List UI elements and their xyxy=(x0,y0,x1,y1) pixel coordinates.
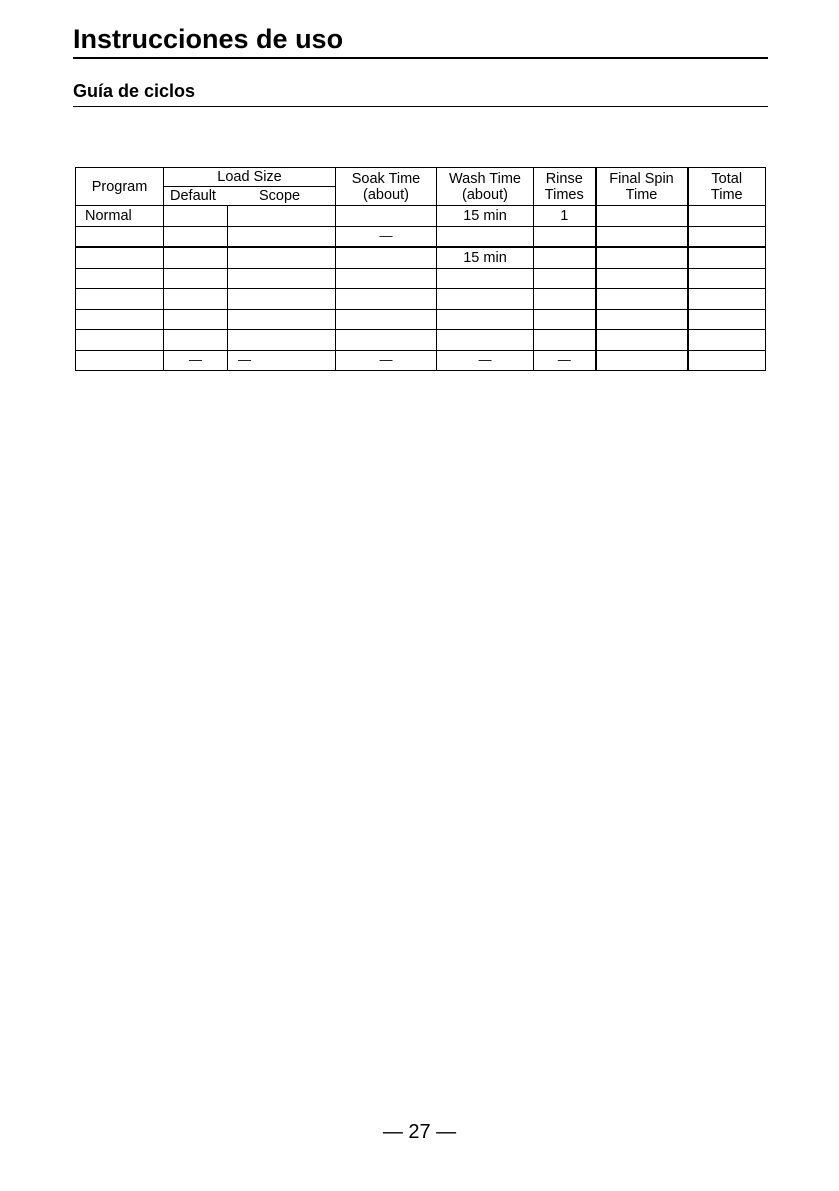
cell-scope xyxy=(228,247,336,268)
cell-wash: 15 min xyxy=(437,247,534,268)
cell-wash xyxy=(437,330,534,351)
header-rinse-times xyxy=(534,168,596,206)
section-rule xyxy=(73,106,768,107)
cell-rinse xyxy=(534,247,596,268)
table-row xyxy=(76,268,766,289)
header-final-spin-time xyxy=(596,168,688,206)
header-soak-time xyxy=(336,168,437,206)
cell-rinse: — xyxy=(534,350,596,371)
section-title: Guía de ciclos xyxy=(73,81,196,101)
cell-scope xyxy=(228,309,336,330)
cell-spin xyxy=(596,289,688,310)
cell-rinse xyxy=(534,309,596,330)
cell-program xyxy=(76,330,164,351)
page-number: — 27 — xyxy=(382,1121,457,1143)
cell-default xyxy=(164,289,228,310)
header-wash-time-line2: (about) xyxy=(462,186,508,203)
cell-spin xyxy=(596,268,688,289)
cell-program xyxy=(76,268,164,289)
cell-scope xyxy=(228,268,336,289)
cell-wash: 15 min xyxy=(437,206,534,227)
header-soak-time-line1: Soak Time xyxy=(351,170,421,187)
header-load-size: Load Size xyxy=(164,168,336,187)
cell-program xyxy=(76,226,164,247)
table-row xyxy=(76,226,766,247)
header-program: Program xyxy=(76,168,164,206)
header-final-spin-line2: Time xyxy=(625,186,658,203)
table-row xyxy=(76,309,766,330)
page-title: Instrucciones de uso xyxy=(73,24,344,54)
cell-program: Normal xyxy=(76,206,164,227)
cell-rinse xyxy=(534,268,596,289)
cell-scope xyxy=(228,226,336,247)
table-row xyxy=(76,206,766,227)
cell-soak xyxy=(336,268,437,289)
cell-total xyxy=(688,309,766,330)
cell-wash xyxy=(437,226,534,247)
cell-default: — xyxy=(164,350,228,371)
cell-scope xyxy=(228,206,336,227)
header-soak-time-line2: (about) xyxy=(363,186,409,203)
cell-default xyxy=(164,206,228,227)
cell-default xyxy=(164,247,228,268)
cell-total xyxy=(688,226,766,247)
cell-default xyxy=(164,268,228,289)
cell-spin xyxy=(596,330,688,351)
cell-spin xyxy=(596,247,688,268)
cell-rinse xyxy=(534,226,596,247)
cell-scope xyxy=(228,289,336,310)
header-load-size-sub xyxy=(164,187,336,206)
cell-program xyxy=(76,350,164,371)
title-rule xyxy=(73,57,768,59)
cell-wash: — xyxy=(437,350,534,371)
cell-total xyxy=(688,330,766,351)
header-scope: Scope xyxy=(258,188,301,204)
cell-program xyxy=(76,309,164,330)
cell-wash xyxy=(437,268,534,289)
cell-program xyxy=(76,247,164,268)
cell-spin xyxy=(596,309,688,330)
cell-spin xyxy=(596,226,688,247)
header-wash-time xyxy=(437,168,534,206)
cell-total xyxy=(688,268,766,289)
header-final-spin-line1: Final Spin xyxy=(609,170,674,187)
header-default: Default xyxy=(170,188,216,204)
cell-soak xyxy=(336,309,437,330)
header-rinse-times-line1: Rinse xyxy=(545,170,583,187)
cell-rinse xyxy=(534,330,596,351)
cell-default xyxy=(164,226,228,247)
header-total-time-line2: Time xyxy=(710,186,743,203)
cell-wash xyxy=(437,289,534,310)
cell-total xyxy=(688,289,766,310)
cell-default xyxy=(164,309,228,330)
table-row xyxy=(76,350,766,371)
table-row xyxy=(76,330,766,351)
cell-program xyxy=(76,289,164,310)
cell-spin xyxy=(596,350,688,371)
cycle-guide-table xyxy=(75,167,766,371)
cell-spin xyxy=(596,206,688,227)
cell-soak xyxy=(336,330,437,351)
cell-total xyxy=(688,247,766,268)
cell-soak xyxy=(336,206,437,227)
cell-default xyxy=(164,330,228,351)
cell-scope xyxy=(228,330,336,351)
table-row xyxy=(76,289,766,310)
cell-wash xyxy=(437,309,534,330)
header-wash-time-line1: Wash Time xyxy=(449,170,521,187)
cell-soak: — xyxy=(336,350,437,371)
header-total-time-line1: Total xyxy=(711,170,743,187)
header-total-time xyxy=(688,168,766,206)
cell-scope: — xyxy=(228,350,336,371)
cell-soak xyxy=(336,289,437,310)
header-rinse-times-line2: Times xyxy=(544,186,584,203)
table-row xyxy=(76,247,766,268)
cell-rinse xyxy=(534,289,596,310)
cell-soak xyxy=(336,247,437,268)
cell-rinse: 1 xyxy=(534,206,596,227)
cell-total xyxy=(688,206,766,227)
cell-soak: — xyxy=(336,226,437,247)
cell-total xyxy=(688,350,766,371)
